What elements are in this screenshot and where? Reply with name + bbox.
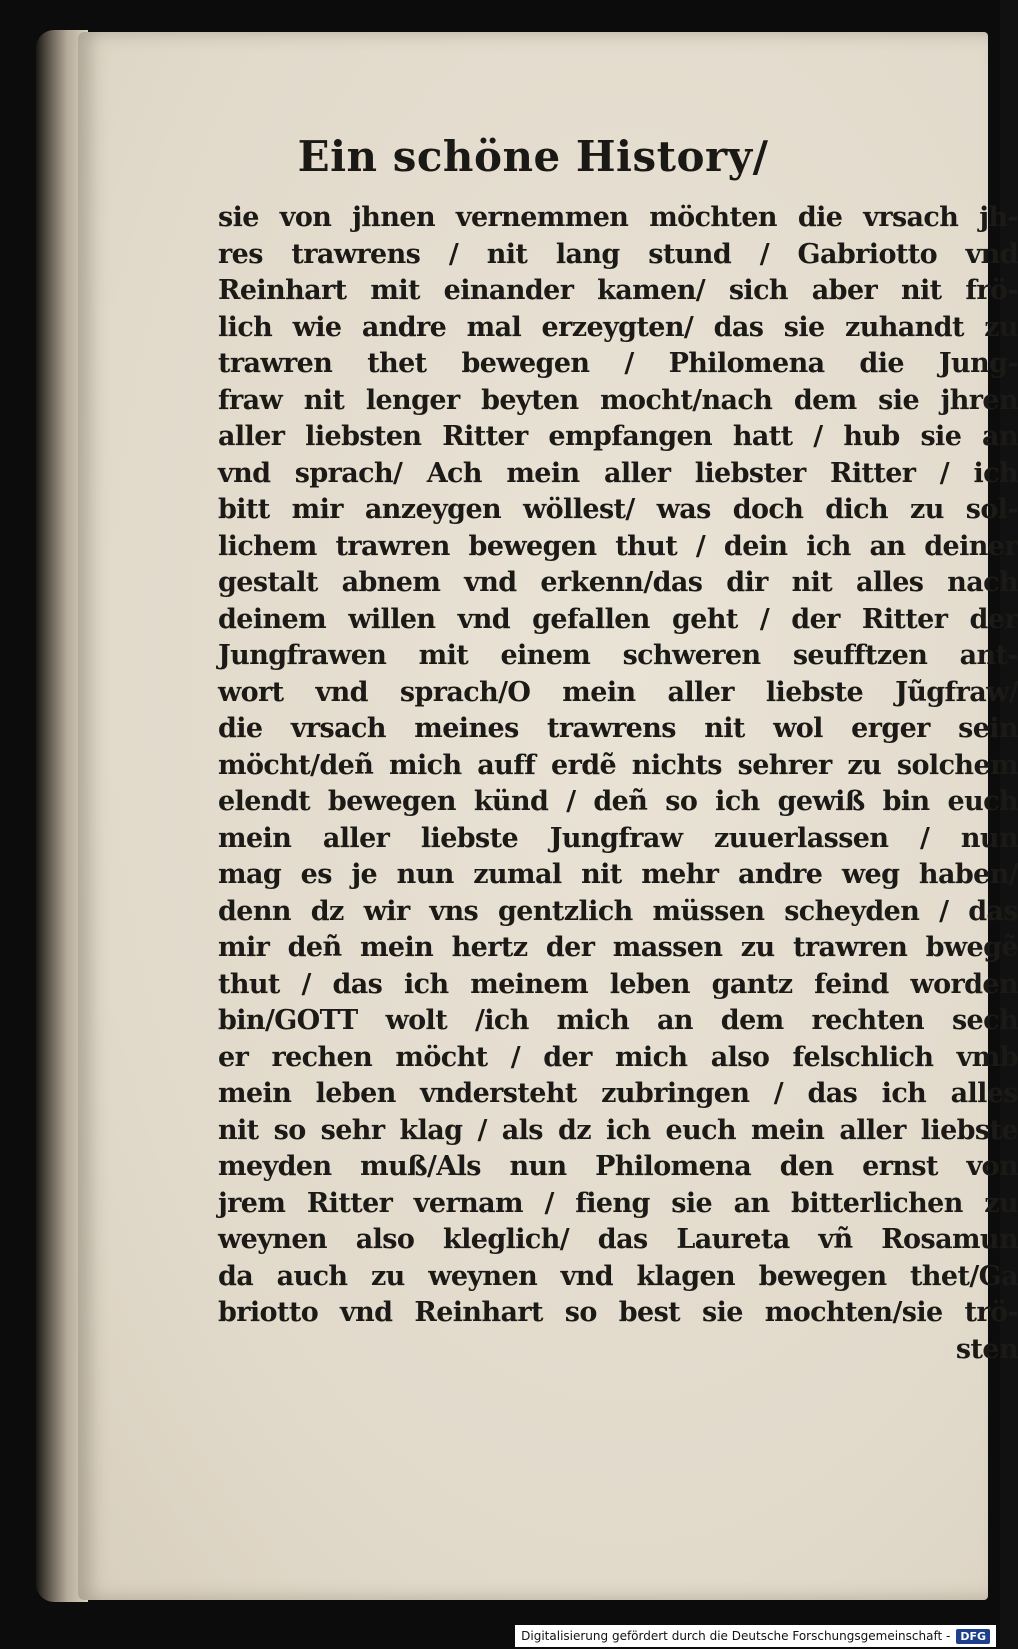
text-line: Jungfrawen mit einem schweren seufftzen ant-	[218, 640, 1018, 671]
text-line: mein leben vndersteht zubringen / das ich alles	[218, 1078, 1018, 1109]
text-line: Reinhart mit einander kamen/ sich aber nit frö-	[218, 275, 1018, 306]
digitization-credit	[515, 1625, 996, 1647]
page-title: Ein schöne History/	[297, 132, 769, 181]
text-line: trawren thet bewegen / Philomena die Jung-	[218, 348, 1018, 379]
text-line: nit so sehr klag / als dz ich euch mein aller liebste	[218, 1114, 1018, 1146]
text-line: aller liebsten Ritter empfangen hatt / hub sie an	[218, 421, 1018, 452]
text-line: da auch zu weynen vnd klagen bewegen thet/Ga	[218, 1260, 1018, 1292]
text-line: die vrsach meines trawrens nit wol erger sein	[218, 713, 1018, 744]
text-line: bitt mir anzeygen wöllest/ was doch dich zu sol-	[218, 494, 1018, 525]
text-line: fraw nit lenger beyten mocht/nach dem sie jhren	[218, 384, 1018, 416]
text-line: res trawrens / nit lang stund / Gabriotto vnd	[218, 238, 1018, 270]
credit-text: Digitalisierung gefördert durch die Deutsche Forschungsgemeinschaft -	[521, 1629, 951, 1643]
text-line: jrem Ritter vernam / fieng sie an bitterlichen zu	[218, 1187, 1018, 1219]
text-line: thut / das ich meinem leben gantz feind worden	[218, 968, 1018, 1000]
text-line: gestalt abnem vnd erkenn/das dir nit alles nach	[218, 567, 1018, 598]
text-line: meyden muß/Als nun Philomena den ernst von	[218, 1151, 1018, 1182]
text-line: wort vnd sprach/O mein aller liebste Jũgfraw/	[218, 676, 1018, 708]
text-line: sten	[955, 1333, 1018, 1365]
book-page	[78, 32, 1018, 1600]
text-line: mein aller liebste Jungfraw zuuerlassen / nun	[218, 822, 1018, 854]
text-line: lichem trawren bewegen thut / dein ich an deiner	[218, 530, 1018, 562]
text-line: sie von jhnen vernemmen möchten die vrsach jh-	[218, 202, 1018, 233]
text-line: elendt bewegen künd / deñ so ich gewiß bin euch	[218, 786, 1018, 817]
text-line: briotto vnd Reinhart so best sie mochten/sie trö-	[218, 1297, 1018, 1328]
text-line: er rechen möcht / der mich also felschlich vmb	[218, 1041, 1018, 1073]
text-line: vnd sprach/ Ach mein aller liebster Ritter / ich	[218, 457, 1018, 489]
text-line: mag es je nun zumal nit mehr andre weg haben/	[218, 859, 1018, 890]
text-line: lich wie andre mal erzeygten/ das sie zuhandt zu	[218, 311, 1018, 343]
text-line: weynen also kleglich/ das Laureta vñ Rosamun	[218, 1224, 1018, 1255]
text-line: deinem willen vnd gefallen geht / der Ritter der	[218, 603, 1018, 635]
dfg-logo: DFG	[956, 1629, 990, 1644]
text-line: möcht/deñ mich auff erdẽ nichts sehrer zu solchem	[218, 749, 1018, 781]
text-line: bin/GOTT wolt /ich mich an dem rechten sech	[218, 1005, 1018, 1036]
text-line: mir deñ mein hertz der massen zu trawren bwegẽ	[218, 932, 1018, 963]
body-text	[218, 200, 1018, 1368]
text-line: denn dz wir vns gentzlich müssen scheyden / das	[218, 895, 1018, 927]
